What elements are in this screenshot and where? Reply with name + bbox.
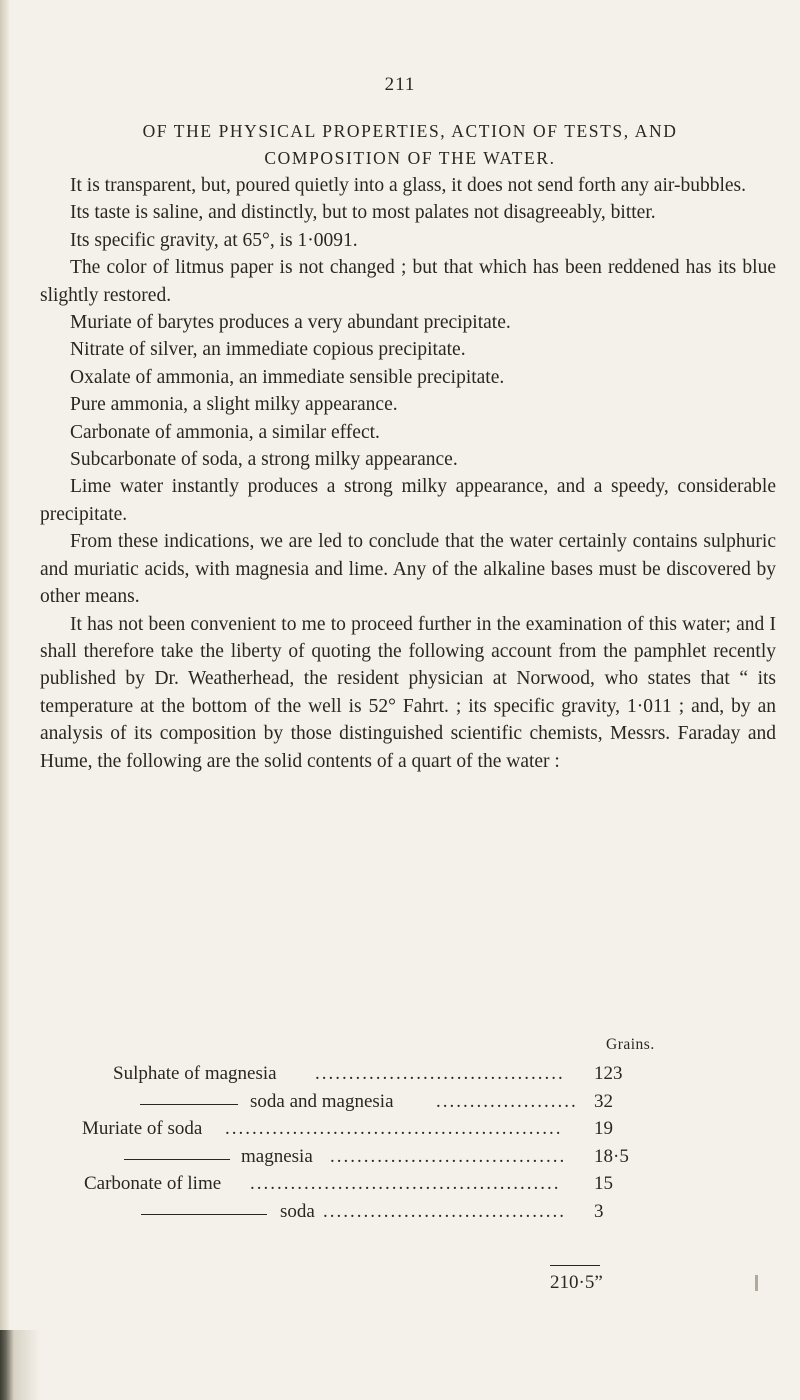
row-name: soda and magnesia	[250, 1091, 394, 1112]
unit-label: Grains.	[606, 1036, 655, 1053]
ditto-dash	[140, 1104, 238, 1105]
row-value: 19	[594, 1118, 613, 1139]
row-value: 15	[594, 1173, 613, 1194]
section-title-line-2: COMPOSITION OF THE WATER.	[264, 148, 556, 168]
ditto-dash	[141, 1214, 267, 1215]
row-value: 3	[594, 1201, 604, 1222]
table-row	[40, 1173, 776, 1200]
table-row	[40, 1146, 776, 1173]
row-name: magnesia	[241, 1146, 313, 1167]
paragraph-carbonate-of-ammonia: Carbonate of ammonia, a similar effect.	[70, 421, 380, 443]
row-value: 18·5	[594, 1146, 629, 1167]
ditto-dash	[124, 1159, 230, 1160]
page-binding-edge	[0, 0, 10, 1400]
ink-smudge	[755, 1275, 758, 1291]
row-name: Sulphate of magnesia	[113, 1063, 277, 1084]
paragraph-pure-ammonia: Pure ammonia, a slight milky appearance.	[70, 394, 398, 416]
paragraph-litmus: The color of litmus paper is not changed ; but that which has been reddened has its blue slightly restored.	[40, 257, 776, 306]
paragraph-weatherhead-account: It has not been convenient to me to proceed further in the examination of this water; and I shall therefore take the liberty of quoting the following account from the pamphlet recently published by Dr. Weatherhead, the resident physician at Norwood, who states that “ its temperature at the bottom of the well is 52° Fahrt. ; its specific gravity, 1·011 ; and, by an analysis of its composition by those distinguished scientific chemists, Messrs. Faraday and Hume, the following are the solid contents of a quart of the water :	[40, 613, 776, 772]
row-name: soda	[280, 1201, 315, 1222]
section-title	[40, 118, 780, 172]
paragraph-taste: Its taste is saline, and distinctly, but to most palates not disagreeably, bitter.	[70, 202, 656, 224]
paragraph-nitrate-of-silver: Nitrate of silver, an immediate copious precipitate.	[70, 339, 466, 361]
row-leader-dots: .....................................	[315, 1063, 565, 1084]
table-row	[40, 1063, 776, 1090]
paragraph-subcarbonate-of-soda: Subcarbonate of soda, a strong milky appearance.	[70, 449, 458, 471]
paragraph-conclusion: From these indications, we are led to conclude that the water certainly contains sulphuric and muriatic acids, with magnesia and lime. Any of the alkaline bases must be discovered by other means.	[40, 531, 776, 608]
table-row	[40, 1091, 776, 1118]
table-total: 210·5”	[550, 1265, 600, 1294]
page-corner-shadow	[0, 1330, 40, 1400]
row-leader-dots: .....................	[436, 1091, 578, 1112]
row-name: Muriate of soda	[82, 1118, 203, 1139]
row-leader-dots: ....................................	[323, 1201, 566, 1222]
row-value: 123	[594, 1063, 623, 1084]
row-leader-dots: ...................................	[330, 1146, 567, 1167]
table-row	[40, 1201, 776, 1228]
section-title-line-1: OF THE PHYSICAL PROPERTIES, ACTION OF TESTS, AND	[142, 121, 678, 141]
paragraph-muriate-of-barytes: Muriate of barytes produces a very abundant precipitate.	[70, 312, 511, 334]
table-row	[40, 1118, 776, 1145]
paragraph-specific-gravity: Its specific gravity, at 65°, is 1·0091.	[70, 229, 358, 251]
row-name: Carbonate of lime	[84, 1173, 222, 1194]
row-value: 32	[594, 1091, 613, 1112]
paragraph-lime-water: Lime water instantly produces a strong milky appearance, and a speedy, considerable precipitate.	[40, 476, 776, 525]
paragraph-oxalate-of-ammonia: Oxalate of ammonia, an immediate sensible precipitate.	[70, 366, 505, 388]
row-leader-dots: ..............................................	[250, 1173, 561, 1194]
row-leader-dots: ..................................................	[225, 1118, 563, 1139]
body-text	[40, 172, 776, 775]
page-number: 211	[384, 74, 416, 95]
paragraph-transparency: It is transparent, but, poured quietly into a glass, it does not send forth any air-bubbles.	[70, 175, 747, 196]
